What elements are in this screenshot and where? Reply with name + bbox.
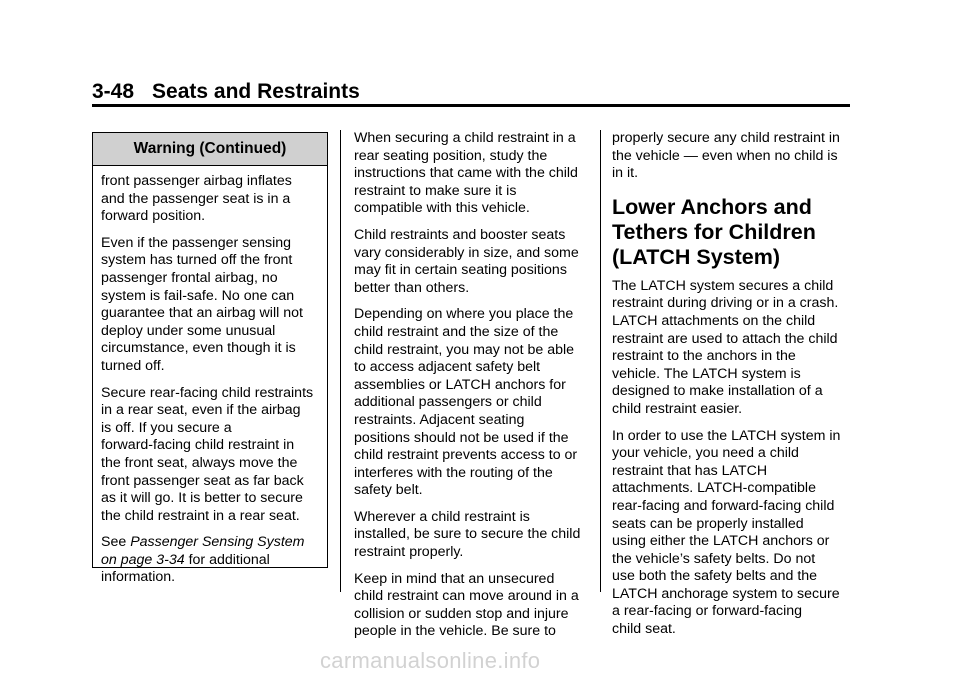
text-line: to access adjacent safety belt <box>354 359 541 376</box>
text-line: Even if the passenger sensing <box>101 234 292 251</box>
heading-line: Tethers for Children <box>612 219 816 244</box>
section-title: Seats and Restraints <box>152 80 360 103</box>
text-line: assemblies or LATCH anchors for <box>354 376 566 393</box>
text-line <box>101 552 319 570</box>
text-line: compatible with this vehicle. <box>354 200 530 217</box>
text-line: forward-facing child restraint in <box>101 437 295 454</box>
column-divider <box>600 130 601 592</box>
text-line: LATCH anchorage system to secure <box>612 585 840 602</box>
warning-see-reference <box>101 534 319 587</box>
text-line: your vehicle, you need a child <box>612 445 799 462</box>
text-line: Child restraints and booster seats <box>354 226 566 243</box>
text-line: Secure rear-facing child restraints <box>101 384 314 401</box>
warning-title: Warning (Continued) <box>93 133 327 166</box>
text-line: Depending on where you place the <box>354 306 574 323</box>
cross-reference-link[interactable]: Passenger Sensing System <box>130 534 305 551</box>
text-line: child seat. <box>612 621 676 638</box>
heading-line: Lower Anchors and <box>612 194 812 219</box>
text-line: child restraint easier. <box>612 400 743 417</box>
warning-paragraph <box>101 235 319 376</box>
text-line: Wherever a child restraint is <box>354 508 530 525</box>
text-line: circumstance, even though it is <box>101 340 296 357</box>
warning-body <box>93 166 327 587</box>
text-line: safety belt. <box>354 482 423 499</box>
text-line: restraint during driving or in a crash. <box>612 295 839 312</box>
cross-reference-page[interactable]: on page 3-34 <box>101 551 185 568</box>
text-line: vehicle. The LATCH system is <box>612 365 801 382</box>
text-line: in a rear seat, even if the airbag <box>101 402 301 419</box>
text-line: seats can be properly installed <box>612 515 804 532</box>
text-line: people in the vehicle. Be sure to <box>354 623 556 640</box>
see-suffix: for additional <box>184 551 270 568</box>
footer-watermark: carmanualsonline.info <box>320 648 541 673</box>
text-line: restraint to the anchors in the <box>612 348 796 365</box>
text-line: a rear-facing or forward-facing <box>612 603 803 620</box>
text-line: better than others. <box>354 279 470 296</box>
body-paragraph <box>612 428 852 639</box>
column-divider <box>340 130 341 592</box>
see-prefix: See <box>101 534 131 551</box>
text-line: system is fail-safe. No one can <box>101 287 295 304</box>
text-line: using either the LATCH anchors or <box>612 533 830 550</box>
text-line: forward position. <box>101 208 206 225</box>
text-line: child restraint can move around in a <box>354 588 579 605</box>
section-heading <box>612 195 852 270</box>
text-line: deploy under some unusual <box>101 322 276 339</box>
text-line: rear seating position, study the <box>354 147 548 164</box>
text-line: collision or sudden stop and injure <box>354 605 569 622</box>
text-line <box>101 534 319 552</box>
text-line: as it will go. It is better to secure <box>101 490 303 507</box>
text-line: When securing a child restraint in a <box>354 130 576 146</box>
page-number: 3-48 <box>92 80 135 103</box>
text-line: in it. <box>612 165 639 182</box>
text-line: restraint that has LATCH <box>612 462 768 479</box>
text-line: The LATCH system secures a child <box>612 277 834 294</box>
text-line: installed, be sure to secure the child <box>354 526 581 543</box>
text-line: the front seat, always move the <box>101 454 298 471</box>
body-paragraph <box>354 571 590 641</box>
text-line: the vehicle — even when no child is <box>612 147 838 164</box>
text-line: child restraint prevents access to or <box>354 447 578 464</box>
page-header <box>92 80 360 104</box>
text-line: the vehicle’s safety belts. Do not <box>612 550 816 567</box>
header-rule <box>92 104 850 107</box>
text-line: designed to make installation of a <box>612 383 823 400</box>
text-line: the child restraint in a rear seat. <box>101 507 300 524</box>
text-line: In order to use the LATCH system in <box>612 427 841 444</box>
column-two <box>354 130 590 650</box>
text-line: additional passengers or child <box>354 394 542 411</box>
column-three <box>612 130 852 648</box>
text-line: guarantee that an airbag will not <box>101 305 303 322</box>
body-paragraph <box>354 306 590 500</box>
text-line: positions should not be used if the <box>354 429 569 446</box>
text-line: system has turned off the front <box>101 252 293 269</box>
text-line: information. <box>101 569 176 586</box>
text-line: front passenger airbag inflates <box>101 173 292 189</box>
text-line: passenger frontal airbag, no <box>101 269 278 286</box>
heading-line: (LATCH System) <box>612 244 781 269</box>
text-line: child restraint and the size of the <box>354 323 559 340</box>
text-line: attachments. LATCH-compatible <box>612 480 816 497</box>
warning-paragraph <box>101 385 319 526</box>
text-line: front passenger seat as far back <box>101 472 304 489</box>
text-line: and the passenger seat is in a <box>101 190 291 207</box>
body-paragraph <box>354 509 590 562</box>
text-line: child restraint, you may not be able <box>354 341 575 358</box>
text-line: may fit in certain seating positions <box>354 262 567 279</box>
text-line: is off. If you secure a <box>101 419 232 436</box>
text-line: properly secure any child restraint in <box>612 130 840 146</box>
warning-box <box>92 132 328 586</box>
warning-paragraph <box>101 173 319 226</box>
text-line: instructions that came with the child <box>354 165 578 182</box>
body-paragraph <box>612 278 852 419</box>
body-paragraph <box>354 227 590 297</box>
text-line: restraint are used to attach the child <box>612 330 838 347</box>
text-line: restraint properly. <box>354 544 464 561</box>
body-paragraph <box>612 130 852 183</box>
text-line: LATCH attachments on the child <box>612 312 816 329</box>
text-line: Keep in mind that an unsecured <box>354 570 555 587</box>
text-line: rear-facing and forward-facing child <box>612 497 835 514</box>
text-line: interferes with the routing of the <box>354 464 553 481</box>
text-line: use both the safety belts and the <box>612 568 818 585</box>
text-line: turned off. <box>101 357 165 374</box>
text-line: restraint to make sure it is <box>354 182 517 199</box>
text-line: restraints. Adjacent seating <box>354 411 525 428</box>
text-line: vary considerably in size, and some <box>354 244 579 261</box>
body-paragraph <box>354 130 590 218</box>
